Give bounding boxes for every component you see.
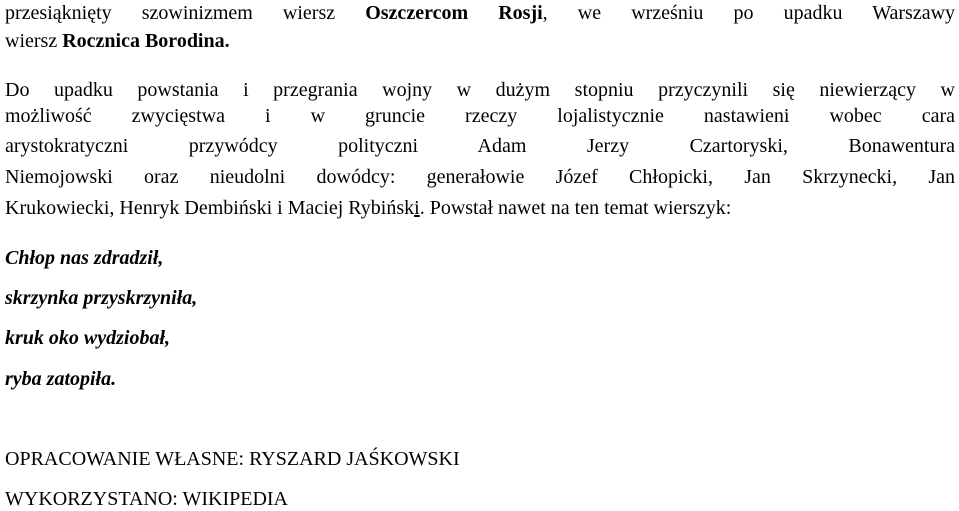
- footnote-link[interactable]: i: [414, 197, 420, 219]
- paragraph2-last-line: [5, 196, 955, 220]
- paragraph1-line1: [5, 1, 955, 25]
- paragraph1-text: wiersz: [5, 30, 63, 52]
- paragraph2-line: możliwość zwycięstwa i w gruncie rzeczy lojalistycznie nastawieni wobec cara: [5, 105, 955, 127]
- paragraph2-text: . Powstał nawet na ten temat wierszyk:: [419, 197, 732, 219]
- paragraph2-line: arystokratyczni przywódcy polityczni Adam Jerzy Czartoryski, Bonawentura: [5, 135, 955, 157]
- poem-line: kruk oko wydziobał,: [5, 327, 171, 349]
- poem-line: Chłop nas zdradził,: [5, 247, 164, 269]
- poem-title-oszczercom-rosji: Oszczercom Rosji: [365, 2, 543, 24]
- paragraph2-line: Do upadku powstania i przegrania wojny w dużym stopniu przyczynili się niewierzący w: [5, 79, 955, 101]
- author-credit: OPRACOWANIE WŁASNE: RYSZARD JAŚKOWSKI: [5, 448, 460, 470]
- poem-line: ryba zatopiła.: [5, 368, 117, 390]
- paragraph2-text: Krukowiecki, Henryk Dembiński i Maciej Rybińsk: [5, 197, 415, 219]
- source-credit: WYKORZYSTANO: WIKIPEDIA: [5, 488, 288, 510]
- paragraph2-line: Niemojowski oraz nieudolni dowódcy: generałowie Józef Chłopicki, Jan Skrzynecki, Jan: [5, 166, 955, 188]
- paragraph1-text: , we wrześniu po upadku Warszawy: [542, 2, 956, 24]
- poem-title-rocznica-borodina: Rocznica Borodina.: [62, 30, 230, 52]
- poem-line: skrzynka przyskrzyniła,: [5, 287, 198, 309]
- paragraph1-line2: [5, 29, 955, 53]
- paragraph1-text: przesiąknięty szowinizmem wiersz: [5, 2, 366, 24]
